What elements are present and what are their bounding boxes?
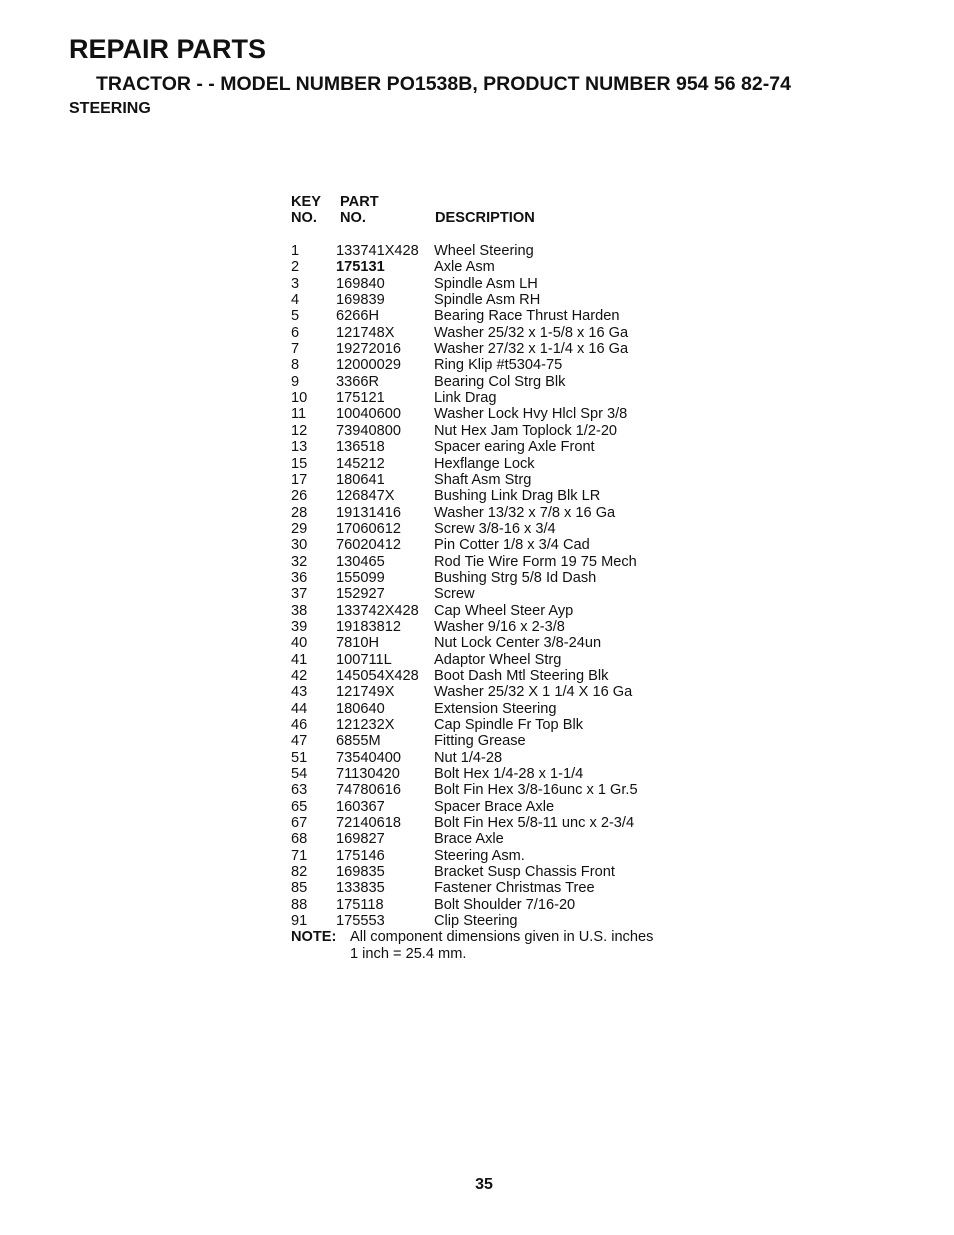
part-number: 175121 — [336, 390, 385, 407]
page-title: REPAIR PARTS — [69, 34, 267, 64]
part-description: Spindle Asm RH — [434, 292, 541, 309]
part-number: 121232X — [336, 717, 395, 733]
key-number: 40 — [291, 635, 308, 652]
part-description: Rod Tie Wire Form 19 75 Mech — [434, 553, 637, 570]
key-number: 28 — [291, 504, 308, 521]
part-description: Bolt Fin Hex 5/8-11 unc x 2-3/4 — [434, 815, 635, 832]
key-number: 2 — [291, 259, 300, 276]
key-no-header-line2: NO. — [291, 210, 317, 227]
part-number: 74780616 — [336, 782, 401, 799]
part-number: 73940800 — [336, 422, 401, 439]
page-subtitle: TRACTOR - - MODEL NUMBER PO1538B, PRODUCT NUMBER 954 56 82-74 — [96, 73, 791, 95]
part-number: 19131416 — [336, 504, 401, 521]
part-number: 6855M — [336, 733, 381, 750]
key-number: 15 — [291, 455, 308, 472]
part-description: Spindle Asm LH — [434, 275, 538, 292]
part-description: Washer Lock Hvy Hlcl Spr 3/8 — [434, 406, 628, 423]
part-number: 19272016 — [336, 341, 401, 358]
part-description: Brace Axle — [434, 831, 504, 848]
part-number: 169840 — [336, 275, 385, 292]
part-number: 19183812 — [336, 618, 401, 635]
part-number: 175553 — [336, 913, 385, 930]
part-description: Nut Lock Center 3/8-24un — [434, 635, 602, 652]
part-description: Bolt Hex 1/4-28 x 1-1/4 — [434, 766, 584, 783]
part-description: Steering Asm. — [434, 847, 525, 864]
part-no-header-line2: NO. — [340, 210, 366, 227]
part-number: 76020412 — [336, 537, 401, 554]
part-description: Nut 1/4-28 — [434, 749, 503, 766]
key-number: 67 — [291, 815, 308, 832]
key-number: 4 — [291, 292, 300, 309]
key-number: 65 — [291, 798, 308, 815]
part-number: 136518 — [336, 439, 385, 456]
part-description: Cap Spindle Fr Top Blk — [434, 717, 583, 733]
part-number: 12000029 — [336, 357, 401, 374]
key-number: 71 — [291, 847, 308, 864]
note-line-1: All component dimensions given in U.S. inches — [350, 929, 654, 946]
key-number: 51 — [291, 749, 308, 766]
key-number: 37 — [291, 586, 308, 603]
key-number: 29 — [291, 520, 308, 537]
part-number: 100711L — [336, 651, 392, 668]
part-description: Extension Steering — [434, 700, 557, 717]
part-description: Washer 27/32 x 1-1/4 x 16 Ga — [434, 341, 629, 358]
key-number: 42 — [291, 667, 308, 684]
note-line-2: 1 inch = 25.4 mm. — [350, 945, 467, 962]
note-label: NOTE: — [291, 929, 337, 946]
part-number: 145212 — [336, 455, 385, 472]
part-number: 72140618 — [336, 815, 401, 832]
key-number: 36 — [291, 569, 308, 586]
description-header: DESCRIPTION — [435, 210, 535, 227]
key-number: 63 — [291, 782, 308, 799]
key-number: 6 — [291, 324, 300, 341]
part-number: 169827 — [336, 831, 385, 848]
part-description: Washer 9/16 x 2-3/8 — [434, 618, 565, 635]
part-number: 175118 — [336, 896, 384, 913]
key-number: 1 — [291, 243, 300, 260]
part-number: 169835 — [336, 864, 385, 881]
part-no-header-line1: PART — [340, 194, 379, 210]
key-number: 32 — [291, 553, 308, 570]
part-number: 71130420 — [336, 766, 400, 783]
part-number: 155099 — [336, 569, 385, 586]
key-number: 12 — [291, 422, 308, 439]
key-number: 30 — [291, 537, 308, 554]
part-number: 133835 — [336, 880, 385, 897]
part-description: Bolt Shoulder 7/16-20 — [434, 896, 576, 913]
key-number: 44 — [291, 700, 308, 717]
part-description: Wheel Steering — [434, 243, 534, 260]
part-description: Screw — [434, 586, 475, 603]
part-number: 73540400 — [336, 749, 401, 766]
part-number: 17060612 — [336, 520, 401, 537]
part-description: Bolt Fin Hex 3/8-16unc x 1 Gr.5 — [434, 782, 638, 799]
part-description: Bushing Strg 5/8 Id Dash — [434, 569, 597, 586]
part-description: Screw 3/8-16 x 3/4 — [434, 520, 556, 537]
part-description: Pin Cotter 1/8 x 3/4 Cad — [434, 537, 590, 554]
part-number: 121748X — [336, 324, 395, 341]
part-description: Spacer earing Axle Front — [434, 439, 595, 456]
key-number: 13 — [291, 439, 308, 456]
part-description: Fastener Christmas Tree — [434, 880, 595, 897]
part-description: Bearing Col Strg Blk — [434, 373, 566, 390]
key-number: 41 — [291, 651, 308, 668]
part-number: 7810H — [336, 635, 380, 652]
key-number: 68 — [291, 831, 308, 848]
key-number: 47 — [291, 733, 308, 750]
key-number: 38 — [291, 602, 308, 619]
key-number: 17 — [291, 471, 308, 488]
part-description: Boot Dash Mtl Steering Blk — [434, 667, 609, 684]
part-number: 175131 — [336, 259, 385, 276]
key-no-header-line1: KEY — [291, 194, 322, 210]
part-description: Hexflange Lock — [434, 455, 535, 472]
key-number: 91 — [291, 913, 308, 930]
part-description: Washer 25/32 X 1 1/4 X 16 Ga — [434, 684, 633, 701]
part-number: 121749X — [336, 684, 395, 701]
part-description: Adaptor Wheel Strg — [434, 651, 562, 668]
part-description: Clip Steering — [434, 913, 518, 930]
part-description: Shaft Asm Strg — [434, 471, 532, 488]
part-description: Washer 13/32 x 7/8 x 16 Ga — [434, 504, 616, 521]
part-number: 175146 — [336, 847, 385, 864]
part-description: Link Drag — [434, 390, 497, 407]
part-description: Axle Asm — [434, 259, 495, 276]
part-description: Bushing Link Drag Blk LR — [434, 488, 601, 505]
key-number: 7 — [291, 341, 300, 358]
key-number: 85 — [291, 880, 308, 897]
key-number: 5 — [291, 308, 300, 325]
key-number: 10 — [291, 390, 308, 407]
part-description: Nut Hex Jam Toplock 1/2-20 — [434, 422, 618, 439]
key-number: 3 — [291, 275, 300, 292]
key-number: 43 — [291, 684, 308, 701]
part-description: Cap Wheel Steer Ayp — [434, 602, 574, 619]
key-number: 9 — [291, 373, 300, 390]
part-description: Bracket Susp Chassis Front — [434, 864, 615, 881]
part-number: 160367 — [336, 798, 385, 815]
part-number: 180641 — [336, 471, 385, 488]
part-number: 169839 — [336, 292, 385, 309]
part-description: Bearing Race Thrust Harden — [434, 308, 620, 325]
part-number: 3366R — [336, 373, 380, 390]
part-number: 145054X428 — [336, 667, 419, 684]
part-number: 130465 — [336, 553, 385, 570]
key-number: 26 — [291, 488, 308, 505]
part-description: Fitting Grease — [434, 733, 526, 750]
part-number: 126847X — [336, 488, 395, 505]
key-number: 11 — [291, 406, 307, 423]
part-number: 180640 — [336, 700, 385, 717]
part-number: 152927 — [336, 586, 385, 603]
page-number: 35 — [475, 1176, 493, 1193]
part-description: Ring Klip #t5304-75 — [434, 357, 563, 374]
section-title: STEERING — [69, 100, 151, 117]
key-number: 88 — [291, 896, 308, 913]
part-number: 133742X428 — [336, 602, 419, 619]
key-number: 8 — [291, 357, 300, 374]
key-number: 46 — [291, 717, 308, 733]
part-description: Spacer Brace Axle — [434, 798, 555, 815]
key-number: 54 — [291, 766, 308, 783]
part-description: Washer 25/32 x 1-5/8 x 16 Ga — [434, 324, 629, 341]
key-number: 82 — [291, 864, 308, 881]
key-number: 39 — [291, 618, 308, 635]
part-number: 6266H — [336, 308, 380, 325]
part-number: 10040600 — [336, 406, 401, 423]
part-number: 133741X428 — [336, 243, 419, 260]
